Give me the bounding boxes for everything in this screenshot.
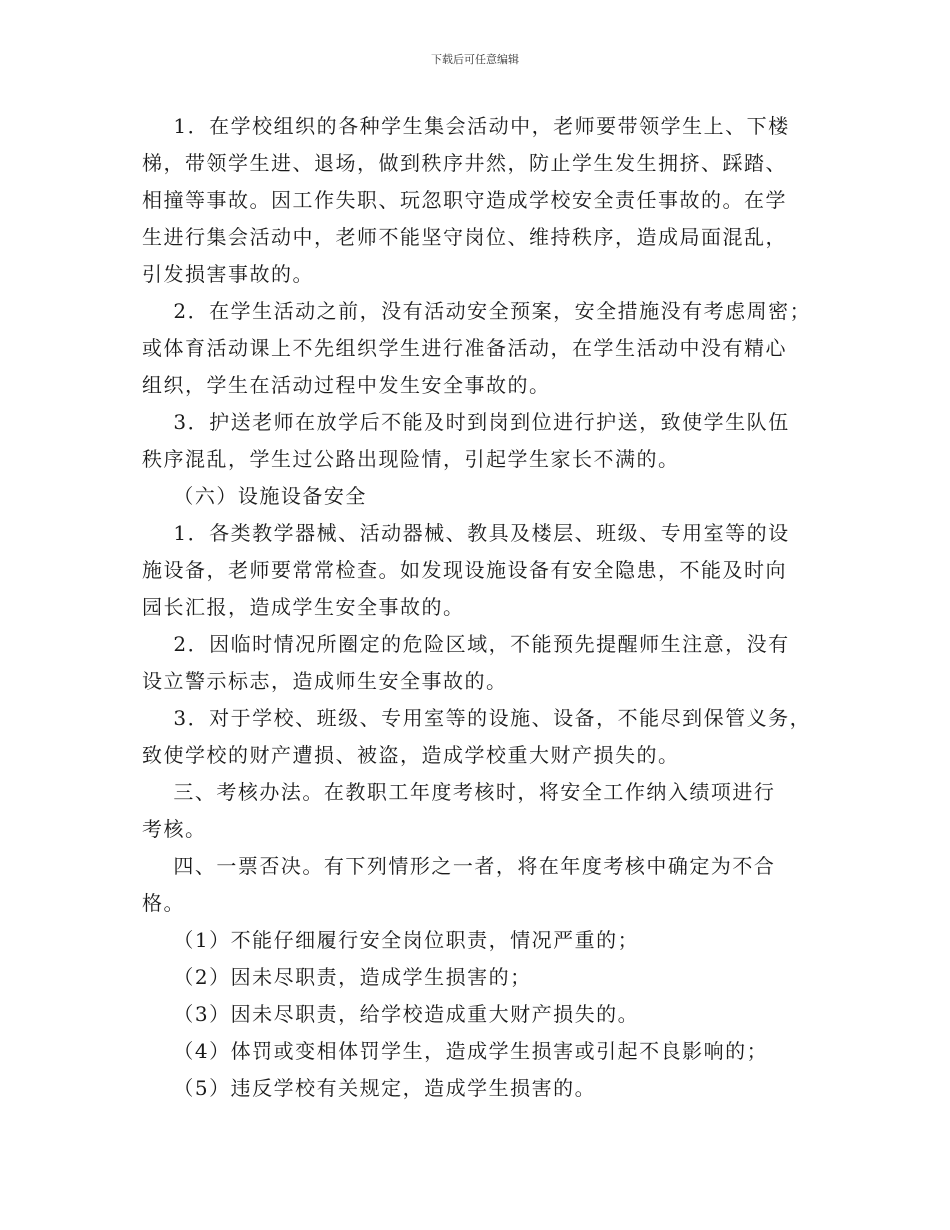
text-line: 生进行集会活动中，老师不能坚守岗位、维持秩序，造成局面混乱， <box>142 225 787 249</box>
text-line: 四、一票否决。有下列情形之一者，将在年度考核中确定为不合 <box>142 854 776 878</box>
text-line: 设立警示标志，造成师生安全事故的。 <box>142 669 508 693</box>
text-line: 园长汇报，造成学生安全事故的。 <box>142 595 465 619</box>
text-line: 1．各类教学器械、活动器械、教具及楼层、班级、专用室等的设 <box>142 521 790 545</box>
text-line: 2．因临时情况所圈定的危险区域，不能预先提醒师生注意，没有 <box>142 632 790 656</box>
list-item: （3）因未尽职责，给学校造成重大财产损失的。 <box>142 1002 640 1026</box>
text-line: 考核。 <box>142 817 207 841</box>
text-line: 梯，带领学生进、退场，做到秩序井然，防止学生发生拥挤、踩踏、 <box>142 151 787 175</box>
text-line: 3．护送老师在放学后不能及时到岗到位进行护送，致使学生队伍 <box>142 410 790 434</box>
text-line: 或体育活动课上不先组织学生进行准备活动，在学生活动中没有精心 <box>142 336 787 360</box>
page-header: 下载后可任意编辑 <box>431 53 519 66</box>
section-heading: （六）设施设备安全 <box>142 484 367 508</box>
text-line: 组织，学生在活动过程中发生安全事故的。 <box>142 373 551 397</box>
list-item: （5）违反学校有关规定，造成学生损害的。 <box>142 1076 597 1100</box>
text-line: 格。 <box>142 891 185 915</box>
list-item: （1）不能仔细履行安全岗位职责，情况严重的； <box>142 928 640 952</box>
list-item: （4）体罚或变相体罚学生，造成学生损害或引起不良影响的； <box>142 1039 769 1063</box>
text-line: 3．对于学校、班级、专用室等的设施、设备，不能尽到保管义务， <box>142 706 812 730</box>
text-line: 2．在学生活动之前，没有活动安全预案，安全措施没有考虑周密； <box>142 299 812 323</box>
document-body <box>142 108 822 1107</box>
text-line: 1．在学校组织的各种学生集会活动中，老师要带领学生上、下楼 <box>142 114 790 138</box>
text-line: 施设备，老师要常常检查。如发现设施设备有安全隐患，不能及时向 <box>142 558 787 582</box>
text-line: 秩序混乱，学生过公路出现险情，引起学生家长不满的。 <box>142 447 680 471</box>
text-line: 三、考核办法。在教职工年度考核时，将安全工作纳入绩项进行 <box>142 780 776 804</box>
text-line: 引发损害事故的。 <box>142 262 314 286</box>
list-item: （2）因未尽职责，造成学生损害的； <box>142 965 532 989</box>
text-line: 相撞等事故。因工作失职、玩忽职守造成学校安全责任事故的。在学 <box>142 188 787 212</box>
text-line: 致使学校的财产遭损、被盗，造成学校重大财产损失的。 <box>142 743 680 767</box>
